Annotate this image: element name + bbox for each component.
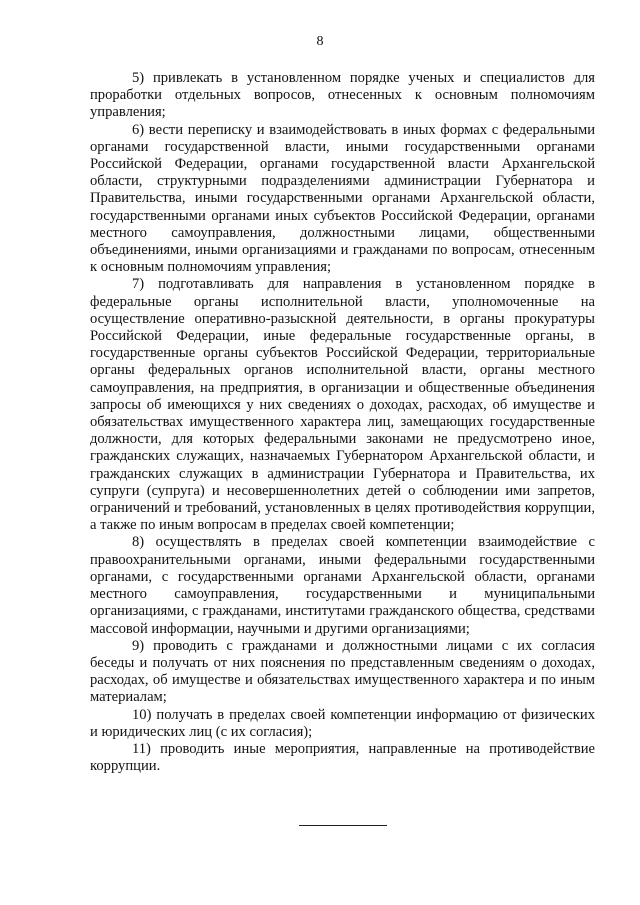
- document-body: [90, 70, 595, 775]
- paragraph-item-10: 10) получать в пределах своей компетенции информацию от физических и юридических лиц (с их согласия);: [90, 706, 595, 740]
- paragraph-item-8: 8) осуществлять в пределах своей компетенции взаимодействие с правоохранительными органами, иными федеральными государственными органами, с государственными органами Архангельской области, органами местного самоуправления, государственными и муниципальными организациями, с гражданами, институтами гражданского общества, средствами массовой информации, научными и другими организациями;: [90, 534, 595, 637]
- end-of-text-divider: [299, 825, 387, 826]
- paragraph-item-5: 5) привлекать в установленном порядке ученых и специалистов для проработки отдельных вопросов, отнесенных к основным полномочиям управления;: [90, 70, 595, 121]
- paragraph-item-9: 9) проводить с гражданами и должностными лицами с их согласия беседы и получать от них пояснения по представленным сведениям о доходах, расходах, об имуществе и обязательствах имущественного характера и по иным материалам;: [90, 637, 595, 706]
- page-number: 8: [316, 34, 324, 49]
- paragraph-item-11: 11) проводить иные мероприятия, направленные на противодействие коррупции.: [90, 740, 595, 775]
- paragraph-item-7: 7) подготавливать для направления в установленном порядке в федеральные органы исполнительной власти, уполномоченные на осуществление оперативно-разыскной деятельности, в органы прокуратуры Российской Федерации, иные федеральные государственные органы, в государственные органы субъектов Российской Федерации, территориальные органы федеральных органов исполнительной власти, органы местного самоуправления, на предприятия, в организации и общественные объединения запросы об имеющихся у них сведениях о доходах, расходах, об имуществе и обязательствах имущественного характера лиц, замещающих государственные должности, для которых федеральными законами не предусмотрено иное, гражданских служащих, назначаемых Губернатором Архангельской области, и гражданских служащих в администрации Губернатора и Правительства, их супруги (супруга) и несовершеннолетних детей о соблюдении ими запретов, ограничений и требований, установленных в целях противодействия коррупции, а также по иным вопросам в пределах своей компетенции;: [90, 276, 595, 534]
- paragraph-item-6: 6) вести переписку и взаимодействовать в иных формах с федеральными органами государственной власти, иными государственными органами Российской Федерации, органами государственной власти Архангельской области, структурными подразделениями администрации Губернатора и Правительства, иными государственными органами Архангельской области, государственными органами иных субъектов Российской Федерации, органами местного самоуправления, должностными лицами, общественными объединениями, иными организациями и гражданами по вопросам, отнесенным к основным полномочиям управления;: [90, 121, 595, 276]
